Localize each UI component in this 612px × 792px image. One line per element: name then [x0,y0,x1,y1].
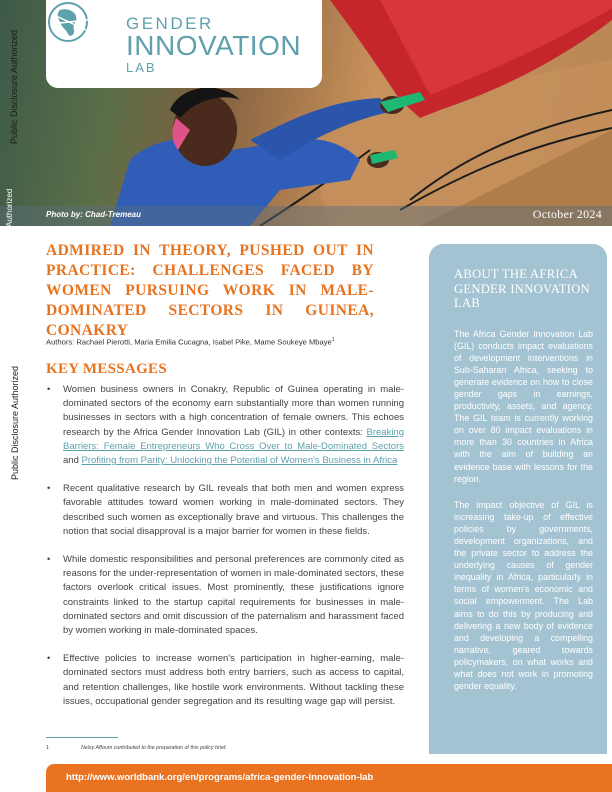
sidebar-paragraph-2: The impact objective of GIL is increasing take-up of effective policies by governments, development organizations, and the private sector to address the underlying causes of gender inequality in Africa, particularly in terms of women's economic and social empowerment. The Lab aims to do this by producing and delivering a new body of evidence and developing a compelling narrative, geared towards policymakers, on what works and what does not work in promoting gender equality. [454,499,593,692]
about-sidebar [429,244,607,754]
logo-wordmark [126,15,301,74]
footnote-divider [46,737,118,738]
footnote-number: 1 [46,745,49,751]
key-message-item: • Recent qualitative research by GIL reveals that both men and women express favorable attitudes toward women working in male-dominated sectors. They described such women as exceptionally brave and virtuous. This challenges the notion that social disapproval is a major barrier for women in these fields. [46,482,404,539]
footnote-text: Nelsy Affoum contributed to the preparation of this policy brief. [81,745,227,751]
logo-line-gender: GENDER [126,14,214,33]
logo-line-lab: LAB [126,60,157,75]
publication-date: October 2024 [532,207,602,221]
logo-line-innovation: INNOVATION [126,30,302,61]
logo-card [46,0,322,88]
hero-photo [0,0,612,226]
footer-bar [46,764,612,792]
disclosure-label-top: Public Disclosure Authorized [9,29,19,144]
key-message-item: • While domestic responsibilities and personal preferences are commonly cited as reasons for the under-representation of women in male-dominated sectors, these factors overlook critical issues. Most prominently, these justifications ignore constraints linked to the startup capital requirements for businesses in male-dominated sectors and omit discussion of the paternalism and harassment faced by women working in male-dominated spaces. [46,553,404,638]
key-message-item [46,383,404,468]
breaking-barriers-link[interactable]: Breaking Barriers: Female Entrepreneurs Who Cross Over to Male-Dominated Sectors [63,426,404,452]
disclosure-label-middle: Public Disclosure Authorized [10,365,20,480]
brief-title: ADMIRED IN THEORY, PUSHED OUT IN PRACTICE: CHALLENGES FACED BY WOMEN PURSUING WORK IN MALE-DOMINATED SECTORS IN GUINEA, CONAKRY [46,242,374,339]
footer-url-link[interactable]: http://www.worldbank.org/en/programs/africa-gender-innovation-lab [66,772,374,783]
key-message-text: Women business owners in Conakry, Republic of Guinea operating in male-dominated sectors of the economy earn substantially more than women running businesses in sectors with a high concentration of female owners. This echoes research by the Africa Gender Innovation Lab (GIL) in other contexts: [63,384,404,438]
key-message-item: • Effective policies to increase women's participation in higher-earning, male-dominated sectors must address both entry barriers, such as access to capital, and retention challenges, like hostile work environments. Without tackling these issues, occupational gender segregation and its resulting wage gap will persist. [46,652,404,709]
authors-text: Authors: Rachael Pierotti, Maria Emilia Cucagna, Isabel Pike, Mame Soukeye Mbaye [46,337,332,347]
sidebar-paragraph-1: The Africa Gender Innovation Lab (GIL) conducts impact evaluations of development interventions in Sub-Saharan Africa, seeking to generate evidence on how to close gender gaps in earnings, productivity, assets, and agency. The GIL team is currently working on over 80 impact evaluations in more than 30 countries in Africa with the aim of building an evidence base with lessons for the region. [454,328,593,484]
disclosure-label-partial: Authorized [5,188,14,227]
globe-logo-icon [46,0,94,44]
photo-credit: Photo by: Chad-Tremeau [46,210,141,219]
authors-line [46,337,335,347]
authors-footnote-marker: 1 [331,337,335,343]
key-messages-heading: KEY MESSAGES [46,361,167,377]
profiting-from-parity-link[interactable]: Profiting from Parity: Unlocking the Potential of Women's Business in Africa [81,455,398,467]
sidebar-title: ABOUT THE AFRICA GENDER INNOVATION LAB [454,267,591,310]
footnote [46,745,227,751]
key-message-conjunction: and [63,455,82,467]
key-messages-list [46,383,404,723]
